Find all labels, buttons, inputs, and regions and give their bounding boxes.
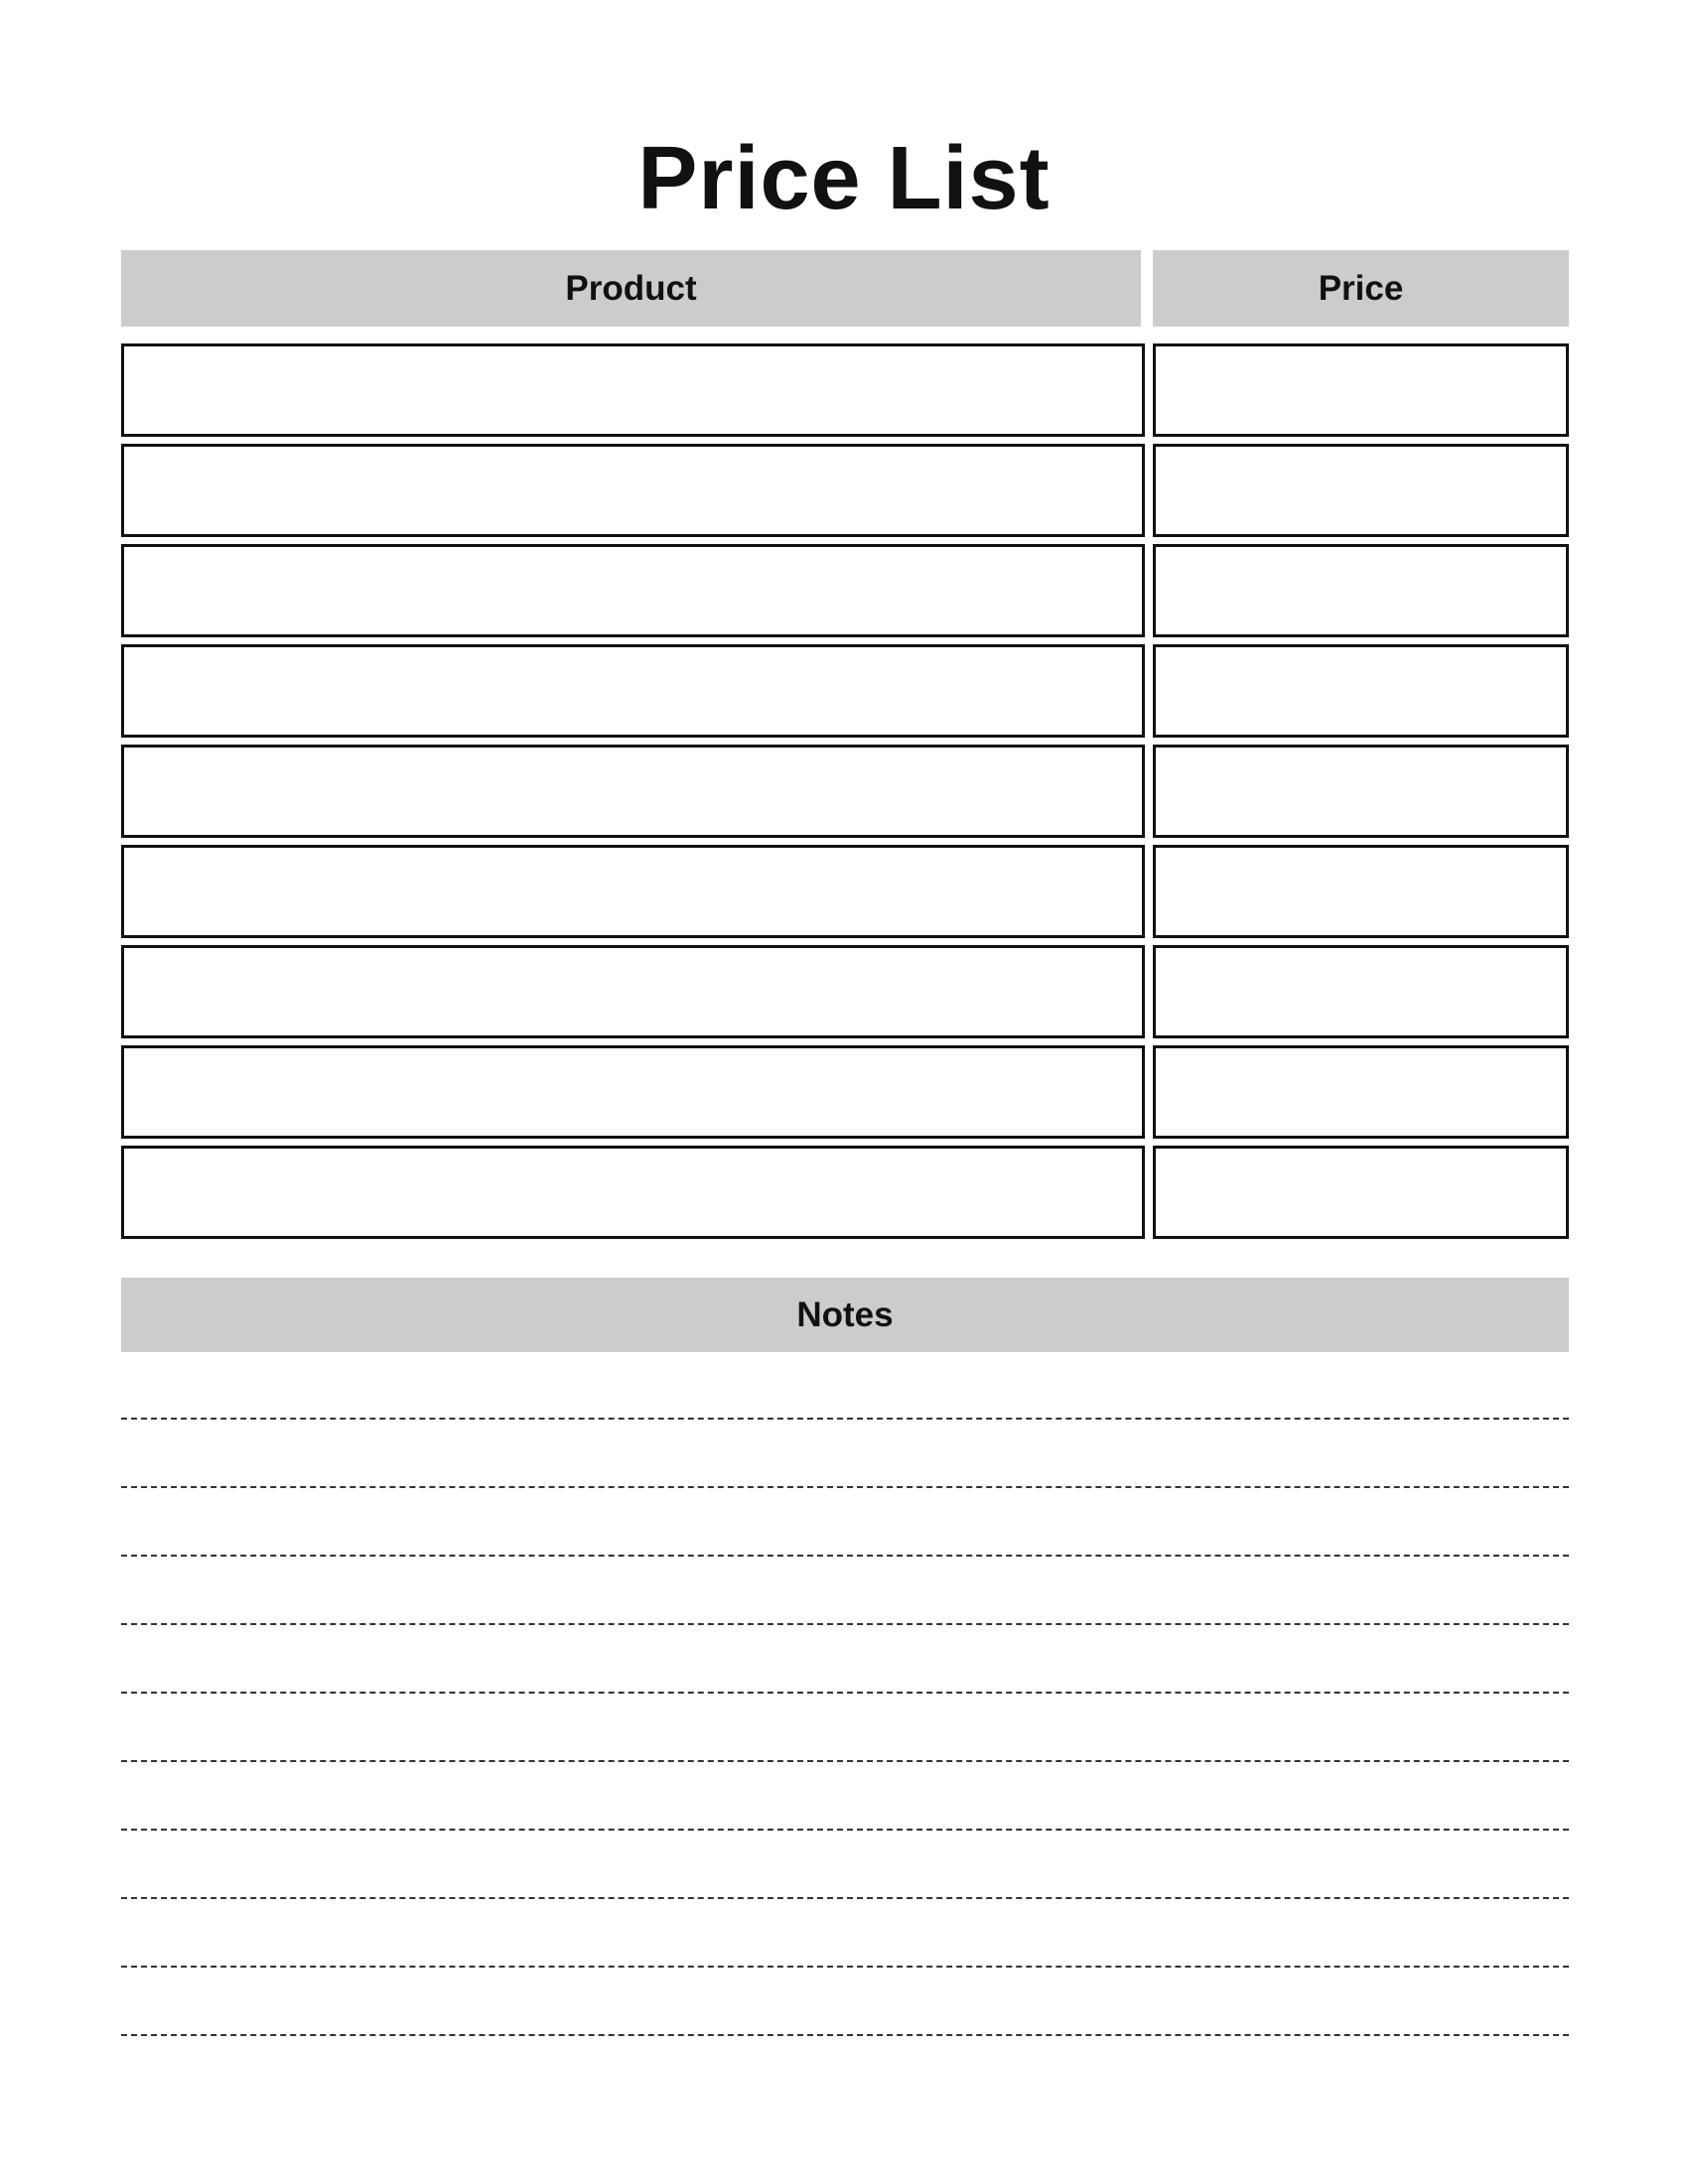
price-field[interactable] [1153, 745, 1569, 838]
product-field[interactable] [121, 644, 1145, 738]
product-field[interactable] [121, 444, 1145, 537]
product-field[interactable] [121, 945, 1145, 1038]
price-field[interactable] [1153, 644, 1569, 738]
price-table [121, 343, 1569, 1246]
note-line[interactable] [121, 1692, 1569, 1760]
price-field[interactable] [1153, 343, 1569, 437]
product-column-header: Product [121, 250, 1141, 327]
table-row [121, 1045, 1569, 1139]
product-field[interactable] [121, 1146, 1145, 1239]
price-field[interactable] [1153, 444, 1569, 537]
page-title: Price List [637, 129, 1051, 228]
note-line[interactable] [121, 1760, 1569, 1829]
table-row [121, 845, 1569, 938]
product-field[interactable] [121, 845, 1145, 938]
table-row [121, 544, 1569, 637]
note-line[interactable] [121, 1829, 1569, 1897]
note-line[interactable] [121, 2034, 1569, 2103]
note-line[interactable] [121, 1623, 1569, 1692]
table-row [121, 644, 1569, 738]
price-field[interactable] [1153, 1146, 1569, 1239]
notes-area [121, 1418, 1569, 2103]
price-field[interactable] [1153, 945, 1569, 1038]
notes-header: Notes [121, 1278, 1569, 1352]
note-line[interactable] [121, 1555, 1569, 1623]
product-field[interactable] [121, 544, 1145, 637]
price-field[interactable] [1153, 845, 1569, 938]
product-field[interactable] [121, 343, 1145, 437]
product-field[interactable] [121, 745, 1145, 838]
note-line[interactable] [121, 1897, 1569, 1966]
price-field[interactable] [1153, 1045, 1569, 1139]
note-line[interactable] [121, 1418, 1569, 1486]
note-line[interactable] [121, 1486, 1569, 1555]
table-row [121, 444, 1569, 537]
table-row [121, 343, 1569, 437]
table-row [121, 745, 1569, 838]
note-line[interactable] [121, 1966, 1569, 2034]
table-row [121, 945, 1569, 1038]
product-field[interactable] [121, 1045, 1145, 1139]
price-column-header: Price [1153, 250, 1569, 327]
table-row [121, 1146, 1569, 1239]
price-field[interactable] [1153, 544, 1569, 637]
